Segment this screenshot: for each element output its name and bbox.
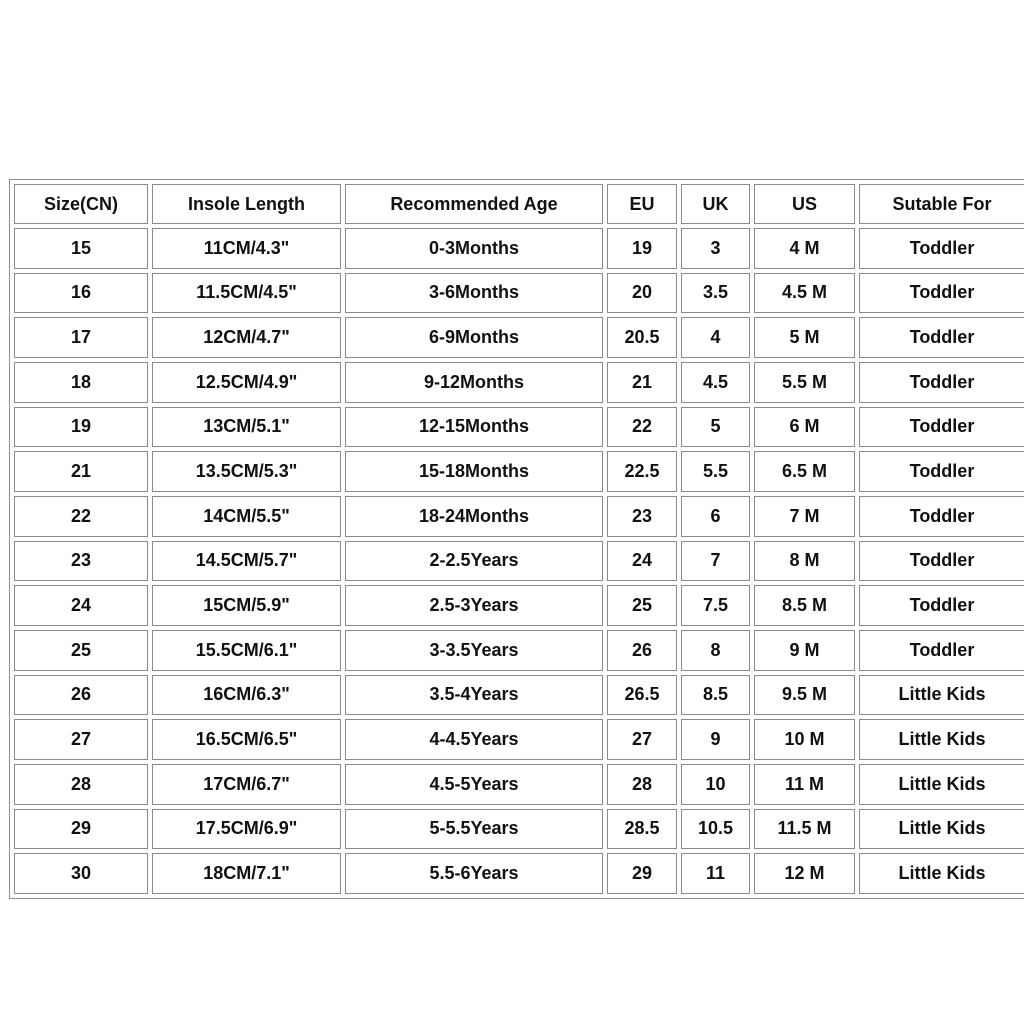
cell-suitable-for: Toddler — [859, 451, 1024, 492]
cell-recommended-age: 12-15Months — [345, 407, 603, 448]
cell-size-cn: 22 — [14, 496, 148, 537]
cell-recommended-age: 2.5-3Years — [345, 585, 603, 626]
cell-eu: 20 — [607, 273, 677, 314]
cell-recommended-age: 2-2.5Years — [345, 541, 603, 582]
cell-us: 4.5 M — [754, 273, 855, 314]
cell-insole-length: 16CM/6.3" — [152, 675, 341, 716]
cell-eu: 22 — [607, 407, 677, 448]
header-cell-us: US — [754, 184, 855, 224]
cell-us: 8 M — [754, 541, 855, 582]
cell-size-cn: 23 — [14, 541, 148, 582]
cell-size-cn: 19 — [14, 407, 148, 448]
cell-uk: 8.5 — [681, 675, 750, 716]
cell-uk: 4 — [681, 317, 750, 358]
cell-uk: 3 — [681, 228, 750, 269]
cell-uk: 8 — [681, 630, 750, 671]
cell-insole-length: 16.5CM/6.5" — [152, 719, 341, 760]
cell-suitable-for: Little Kids — [859, 809, 1024, 850]
header-cell-recommended-age: Recommended Age — [345, 184, 603, 224]
cell-insole-length: 17.5CM/6.9" — [152, 809, 341, 850]
cell-size-cn: 17 — [14, 317, 148, 358]
cell-suitable-for: Toddler — [859, 541, 1024, 582]
cell-suitable-for: Toddler — [859, 273, 1024, 314]
table-header — [14, 184, 1024, 224]
cell-suitable-for: Little Kids — [859, 853, 1024, 894]
cell-eu: 29 — [607, 853, 677, 894]
cell-suitable-for: Toddler — [859, 362, 1024, 403]
cell-uk: 3.5 — [681, 273, 750, 314]
cell-insole-length: 15.5CM/6.1" — [152, 630, 341, 671]
header-cell-uk: UK — [681, 184, 750, 224]
cell-insole-length: 13.5CM/5.3" — [152, 451, 341, 492]
cell-insole-length: 14CM/5.5" — [152, 496, 341, 537]
cell-eu: 26.5 — [607, 675, 677, 716]
cell-size-cn: 18 — [14, 362, 148, 403]
cell-eu: 23 — [607, 496, 677, 537]
table-row — [14, 719, 1024, 760]
size-chart-table — [9, 179, 1024, 899]
cell-suitable-for: Little Kids — [859, 764, 1024, 805]
cell-suitable-for: Toddler — [859, 317, 1024, 358]
cell-recommended-age: 4.5-5Years — [345, 764, 603, 805]
cell-recommended-age: 15-18Months — [345, 451, 603, 492]
cell-size-cn: 29 — [14, 809, 148, 850]
cell-us: 5.5 M — [754, 362, 855, 403]
cell-eu: 19 — [607, 228, 677, 269]
cell-recommended-age: 4-4.5Years — [345, 719, 603, 760]
cell-suitable-for: Toddler — [859, 228, 1024, 269]
cell-eu: 28.5 — [607, 809, 677, 850]
cell-uk: 10.5 — [681, 809, 750, 850]
cell-recommended-age: 3.5-4Years — [345, 675, 603, 716]
cell-insole-length: 14.5CM/5.7" — [152, 541, 341, 582]
table-row — [14, 451, 1024, 492]
header-cell-insole-length: Insole Length — [152, 184, 341, 224]
cell-recommended-age: 9-12Months — [345, 362, 603, 403]
cell-uk: 11 — [681, 853, 750, 894]
cell-size-cn: 26 — [14, 675, 148, 716]
cell-suitable-for: Toddler — [859, 496, 1024, 537]
cell-size-cn: 16 — [14, 273, 148, 314]
cell-size-cn: 15 — [14, 228, 148, 269]
cell-insole-length: 18CM/7.1" — [152, 853, 341, 894]
cell-suitable-for: Little Kids — [859, 719, 1024, 760]
cell-suitable-for: Toddler — [859, 585, 1024, 626]
cell-us: 9 M — [754, 630, 855, 671]
cell-uk: 6 — [681, 496, 750, 537]
table-row — [14, 809, 1024, 850]
table-row — [14, 585, 1024, 626]
cell-us: 12 M — [754, 853, 855, 894]
cell-us: 10 M — [754, 719, 855, 760]
cell-eu: 28 — [607, 764, 677, 805]
table-row — [14, 541, 1024, 582]
cell-recommended-age: 6-9Months — [345, 317, 603, 358]
cell-uk: 7.5 — [681, 585, 750, 626]
cell-uk: 5 — [681, 407, 750, 448]
table-row — [14, 273, 1024, 314]
cell-us: 8.5 M — [754, 585, 855, 626]
cell-us: 9.5 M — [754, 675, 855, 716]
cell-us: 11 M — [754, 764, 855, 805]
table-row — [14, 407, 1024, 448]
table-row — [14, 853, 1024, 894]
cell-us: 6.5 M — [754, 451, 855, 492]
table-row — [14, 630, 1024, 671]
cell-eu: 25 — [607, 585, 677, 626]
table-row — [14, 764, 1024, 805]
header-cell-suitable-for: Sutable For — [859, 184, 1024, 224]
cell-suitable-for: Little Kids — [859, 675, 1024, 716]
table-row — [14, 362, 1024, 403]
cell-size-cn: 25 — [14, 630, 148, 671]
cell-uk: 4.5 — [681, 362, 750, 403]
table-row — [14, 496, 1024, 537]
cell-suitable-for: Toddler — [859, 630, 1024, 671]
cell-eu: 21 — [607, 362, 677, 403]
cell-eu: 20.5 — [607, 317, 677, 358]
cell-us: 11.5 M — [754, 809, 855, 850]
cell-insole-length: 12CM/4.7" — [152, 317, 341, 358]
table-row — [14, 317, 1024, 358]
table-row — [14, 675, 1024, 716]
cell-recommended-age: 3-3.5Years — [345, 630, 603, 671]
cell-us: 6 M — [754, 407, 855, 448]
cell-us: 4 M — [754, 228, 855, 269]
cell-size-cn: 27 — [14, 719, 148, 760]
cell-recommended-age: 5.5-6Years — [345, 853, 603, 894]
cell-eu: 24 — [607, 541, 677, 582]
cell-size-cn: 21 — [14, 451, 148, 492]
cell-eu: 27 — [607, 719, 677, 760]
cell-insole-length: 11.5CM/4.5" — [152, 273, 341, 314]
cell-uk: 9 — [681, 719, 750, 760]
table-row — [14, 228, 1024, 269]
cell-uk: 7 — [681, 541, 750, 582]
cell-insole-length: 12.5CM/4.9" — [152, 362, 341, 403]
cell-recommended-age: 5-5.5Years — [345, 809, 603, 850]
cell-uk: 10 — [681, 764, 750, 805]
cell-size-cn: 28 — [14, 764, 148, 805]
cell-eu: 26 — [607, 630, 677, 671]
cell-eu: 22.5 — [607, 451, 677, 492]
header-cell-size-cn: Size(CN) — [14, 184, 148, 224]
cell-size-cn: 24 — [14, 585, 148, 626]
cell-recommended-age: 0-3Months — [345, 228, 603, 269]
cell-insole-length: 15CM/5.9" — [152, 585, 341, 626]
cell-insole-length: 17CM/6.7" — [152, 764, 341, 805]
cell-insole-length: 13CM/5.1" — [152, 407, 341, 448]
cell-us: 7 M — [754, 496, 855, 537]
cell-insole-length: 11CM/4.3" — [152, 228, 341, 269]
header-cell-eu: EU — [607, 184, 677, 224]
cell-us: 5 M — [754, 317, 855, 358]
table-body — [14, 228, 1024, 894]
cell-recommended-age: 3-6Months — [345, 273, 603, 314]
cell-suitable-for: Toddler — [859, 407, 1024, 448]
cell-size-cn: 30 — [14, 853, 148, 894]
cell-uk: 5.5 — [681, 451, 750, 492]
cell-recommended-age: 18-24Months — [345, 496, 603, 537]
header-row — [14, 184, 1024, 224]
